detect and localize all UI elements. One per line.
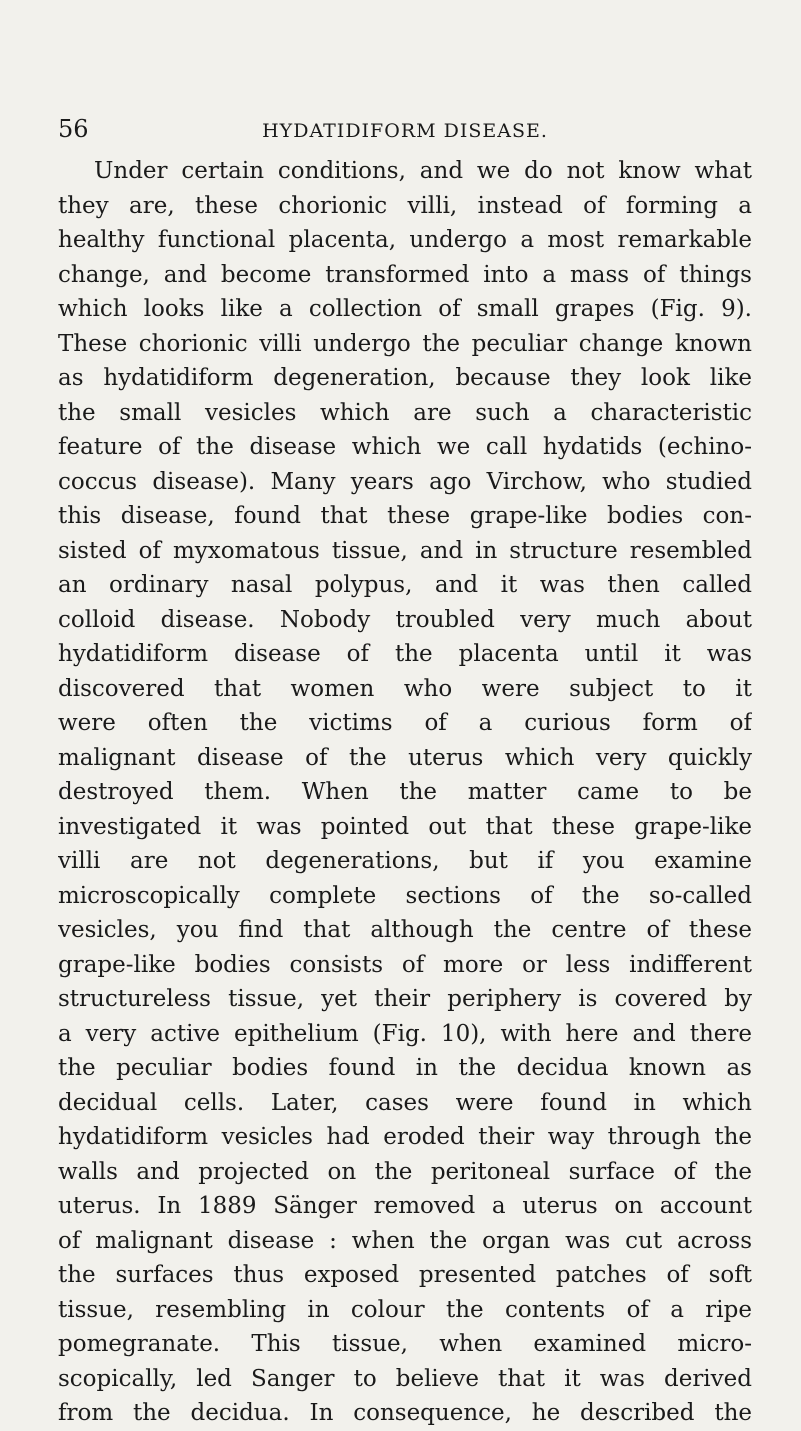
text-line: coccus disease). Many years ago Virchow, who studied (58, 468, 752, 495)
text-line: Under certain conditions, and we do not know what (94, 158, 752, 184)
text-line: this disease, found that these grape-like bodies con- (58, 503, 752, 529)
text-line: as hydatidiform degeneration, because they look like (58, 365, 752, 391)
text-line: hydatidiform vesicles had eroded their way through the (58, 1124, 752, 1150)
text-line: scopically, led Sanger to believe that it was derived (58, 1365, 752, 1392)
text-line: an ordinary nasal polypus, and it was then called (58, 572, 752, 598)
text-line: villi are not degenerations, but if you examine (58, 848, 752, 874)
page-header (58, 114, 752, 144)
text-line: walls and projected on the peritoneal surface of the (58, 1158, 752, 1185)
text-line: discovered that women who were subject to it (58, 675, 752, 702)
text-line: of malignant disease : when the organ was cut across (58, 1227, 752, 1254)
text-line: decidual cells. Later, cases were found in which (58, 1089, 752, 1116)
text-line: were often the victims of a curious form of (58, 710, 752, 736)
text-line: they are, these chorionic villi, instead of forming a (58, 192, 752, 219)
text-line: change, and become transformed into a mass of things (58, 261, 752, 288)
text-line: malignant disease of the uterus which very quickly (58, 744, 752, 771)
text-line: tissue, resembling in colour the contents of a ripe (58, 1296, 752, 1323)
text-line: microscopically complete sections of the so-called (58, 882, 752, 909)
text-line: hydatidiform disease of the placenta until it was (58, 641, 752, 667)
text-line: the peculiar bodies found in the decidua known as (58, 1055, 752, 1081)
text-line: pomegranate. This tissue, when examined micro- (58, 1331, 752, 1357)
body-text (58, 154, 752, 1431)
text-line: feature of the disease which we call hydatids (echino- (58, 434, 752, 460)
text-line: the small vesicles which are such a characteristic (58, 399, 752, 426)
page-number: 56 (58, 115, 89, 143)
text-line: These chorionic villi undergo the peculiar change known (58, 330, 752, 357)
text-line: from the decidua. In consequence, he described the (58, 1400, 752, 1426)
text-line: uterus. In 1889 Sänger removed a uterus on account (58, 1193, 752, 1219)
text-line: the surfaces thus exposed presented patches of soft (58, 1262, 752, 1288)
text-line: structureless tissue, yet their periphery is covered by (58, 986, 752, 1012)
text-line: vesicles, you find that although the centre of these (58, 917, 752, 943)
running-head: HYDATIDIFORM DISEASE. (262, 120, 548, 142)
text-line: healthy functional placenta, undergo a most remarkable (58, 227, 752, 253)
text-line: investigated it was pointed out that these grape-like (58, 813, 752, 840)
text-line: destroyed them. When the matter came to be (58, 779, 752, 805)
text-line: which looks like a collection of small grapes (Fig. 9). (58, 296, 752, 322)
text-line: colloid disease. Nobody troubled very much about (58, 606, 752, 633)
text-line: a very active epithelium (Fig. 10), with here and there (58, 1020, 752, 1047)
text-line: grape-like bodies consists of more or less indifferent (58, 951, 752, 978)
text-line: sisted of myxomatous tissue, and in structure resembled (58, 537, 752, 564)
